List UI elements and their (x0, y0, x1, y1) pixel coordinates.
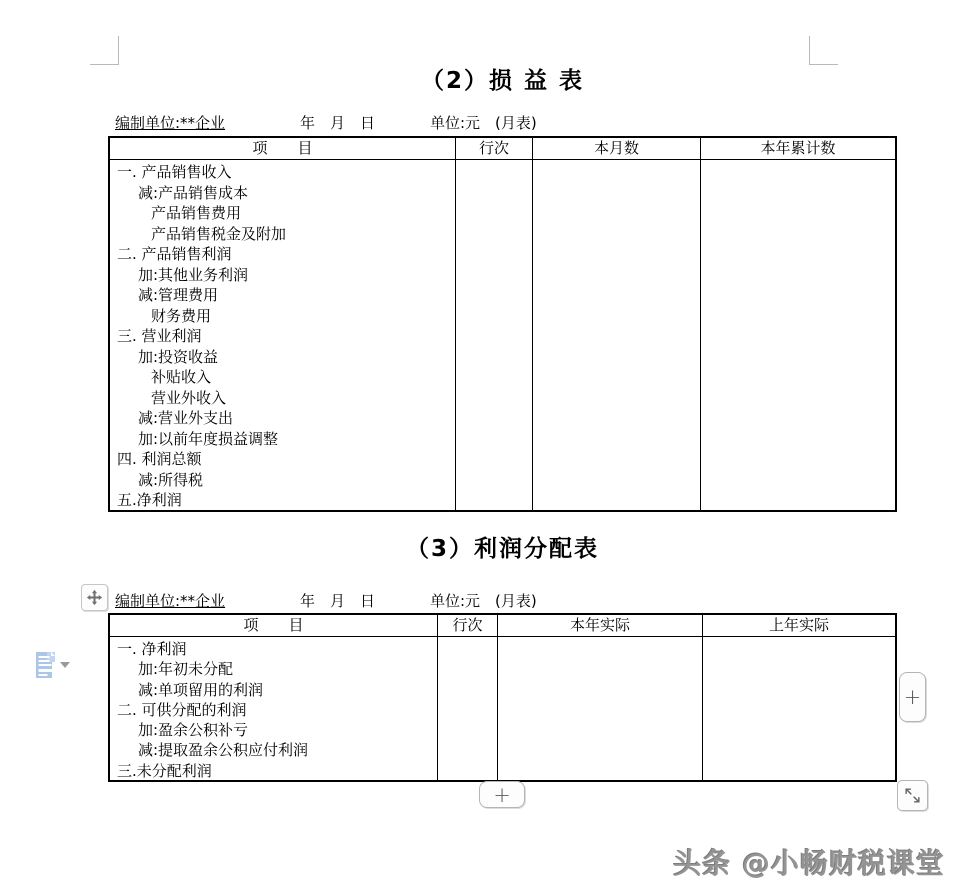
line-no-column-cell[interactable] (438, 637, 498, 780)
prepared-by-label: 编制单位:**企业 (115, 592, 226, 610)
column-header-item: 项 目 (110, 138, 456, 159)
add-column-button[interactable] (899, 672, 926, 722)
table-row: 二. 产品销售利润 (117, 245, 232, 263)
unit-label: 单位:元 (月表) (430, 114, 537, 132)
line-no-column-cell[interactable] (456, 160, 533, 510)
table-row: 减:提取盈余公积应付利润 (138, 741, 309, 760)
date-label: 年 月 日 (300, 114, 376, 132)
table-row: 财务费用 (151, 306, 212, 325)
paste-dropdown-arrow-icon[interactable] (60, 662, 70, 668)
table-row: 产品销售费用 (151, 204, 242, 222)
paste-options-button[interactable] (33, 650, 59, 682)
table-row: 减:所得税 (138, 470, 204, 489)
table-row: 加:年初未分配 (138, 660, 234, 679)
table-row: 二. 可供分配的利润 (117, 700, 247, 719)
current-month-column-cell[interactable] (533, 160, 701, 510)
table-row: 五.净利润 (117, 491, 182, 509)
table-row: 产品销售税金及附加 (151, 224, 287, 243)
column-header-line-no: 行次 (456, 138, 533, 159)
page-corner-mark-top-left (90, 36, 119, 65)
prior-year-column-cell[interactable] (703, 637, 895, 780)
watermark: 头条 @小畅财税课堂 (673, 847, 945, 880)
table-row: 一. 净利润 (117, 640, 187, 658)
table-body-row (110, 160, 895, 510)
column-header-current-year: 本年实际 (498, 615, 703, 636)
table-row: 减:营业外支出 (138, 409, 234, 427)
table-row: 减:单项留用的利润 (138, 680, 264, 699)
table-header-row (110, 615, 895, 637)
table-row: 减:产品销售成本 (138, 183, 249, 202)
item-column-cell[interactable] (110, 637, 438, 780)
current-year-column-cell[interactable] (498, 637, 703, 780)
column-header-prior-year: 上年实际 (768, 616, 829, 634)
unit-label: 单位:元 (月表) (430, 592, 537, 610)
ytd-column-cell[interactable] (701, 160, 895, 510)
prepared-by-label: 编制单位:**企业 (115, 114, 226, 132)
add-row-button[interactable] (479, 781, 525, 808)
column-header-current-month: 本月数 (533, 138, 701, 159)
table-row: 加:盈余公积补亏 (138, 721, 249, 740)
table-body-row (110, 637, 895, 780)
move-icon (86, 589, 103, 606)
profit-distribution-meta (108, 590, 897, 612)
table-row: 加:投资收益 (138, 347, 219, 366)
paste-icon (33, 650, 59, 682)
column-header-item: 项 目 (110, 615, 438, 636)
table-row: 一. 产品销售收入 (117, 163, 232, 181)
column-header-ytd: 本年累计数 (760, 139, 836, 157)
income-statement-meta (108, 112, 897, 134)
table-move-handle[interactable] (81, 584, 108, 611)
item-column-cell[interactable] (110, 160, 456, 510)
table-row: 加:以前年度损益调整 (138, 429, 279, 448)
table-row: 补贴收入 (151, 368, 212, 386)
resize-expand-icon (903, 786, 922, 805)
table-row: 加:其他业务利润 (138, 265, 249, 284)
column-header-line-no: 行次 (438, 615, 498, 636)
table-header-row (110, 138, 895, 160)
profit-distribution-table (108, 613, 897, 782)
table-row: 四. 利润总额 (117, 450, 202, 468)
table-resize-handle[interactable] (897, 780, 928, 811)
page-corner-mark-top-right (809, 36, 838, 65)
table-row: 营业外收入 (151, 388, 227, 407)
table-row: 三.未分配利润 (117, 761, 212, 780)
income-statement-title: （2）损 益 表 (420, 68, 585, 94)
income-statement-table (108, 136, 897, 512)
table-row: 三. 营业利润 (117, 327, 202, 345)
plus-icon: + (903, 685, 922, 709)
plus-icon: + (493, 782, 511, 807)
profit-distribution-title: （3）利润分配表 (405, 536, 599, 562)
date-label: 年 月 日 (300, 592, 376, 610)
table-row: 减:管理费用 (138, 286, 219, 304)
